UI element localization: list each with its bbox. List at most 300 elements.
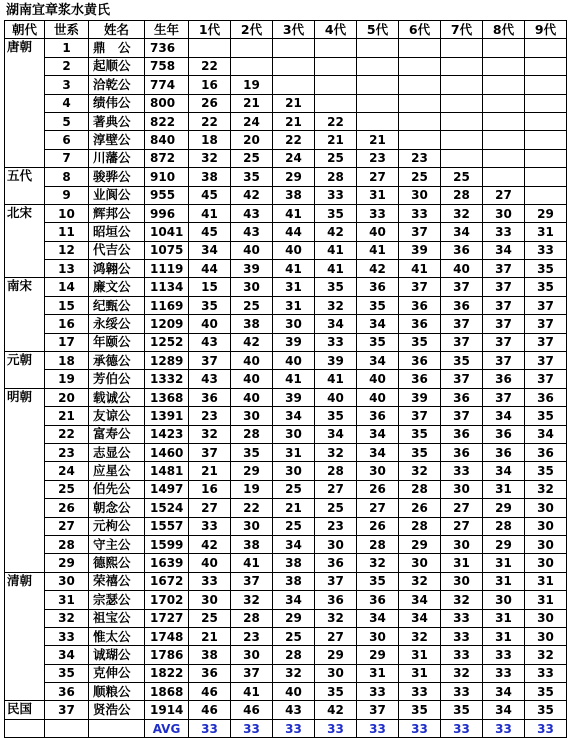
birth-year-cell: 1252	[145, 333, 189, 351]
gen-interval-cell	[483, 112, 525, 130]
gen-interval-cell	[441, 94, 483, 112]
table-row	[5, 223, 567, 241]
gen-interval-cell: 36	[483, 443, 525, 461]
gen-interval-cell	[315, 76, 357, 94]
generation-cell: 11	[45, 223, 89, 241]
gen-interval-cell: 21	[315, 131, 357, 149]
gen-interval-cell: 41	[315, 370, 357, 388]
gen-interval-cell: 35	[525, 701, 567, 719]
person-name-cell: 昭垣公	[89, 223, 145, 241]
gen-interval-cell: 44	[273, 223, 315, 241]
person-name-cell: 鼎 公	[89, 39, 145, 57]
gen-interval-cell	[399, 39, 441, 57]
table-row	[5, 94, 567, 112]
gen-interval-cell: 16	[189, 480, 231, 498]
gen-interval-cell	[483, 131, 525, 149]
generation-cell: 22	[45, 425, 89, 443]
table-row	[5, 609, 567, 627]
generation-cell: 19	[45, 370, 89, 388]
gen-interval-cell: 42	[315, 701, 357, 719]
empty-cell	[89, 719, 145, 737]
gen-interval-cell	[525, 186, 567, 204]
birth-year-cell: 955	[145, 186, 189, 204]
empty-cell	[5, 719, 45, 737]
gen-interval-cell	[399, 57, 441, 75]
person-name-cell: 辉邦公	[89, 204, 145, 222]
birth-year-cell: 1460	[145, 443, 189, 461]
generation-cell: 29	[45, 554, 89, 572]
gen-interval-cell: 32	[231, 591, 273, 609]
table-row	[5, 646, 567, 664]
generation-cell: 30	[45, 572, 89, 590]
gen-interval-cell: 31	[483, 554, 525, 572]
person-name-cell: 绩伟公	[89, 94, 145, 112]
gen-interval-cell: 22	[231, 499, 273, 517]
table-row	[5, 352, 567, 370]
gen-interval-cell: 19	[231, 480, 273, 498]
header-cell: 5代	[357, 21, 399, 39]
gen-interval-cell: 39	[231, 260, 273, 278]
table-row	[5, 554, 567, 572]
generation-cell: 15	[45, 296, 89, 314]
header-cell: 姓名	[89, 21, 145, 39]
header-cell: 朝代	[5, 21, 45, 39]
gen-interval-cell: 40	[357, 370, 399, 388]
gen-interval-cell: 37	[483, 315, 525, 333]
gen-interval-cell: 22	[315, 112, 357, 130]
gen-interval-cell: 33	[315, 333, 357, 351]
generation-cell: 23	[45, 443, 89, 461]
gen-interval-cell: 25	[231, 296, 273, 314]
gen-interval-cell	[441, 112, 483, 130]
generation-cell: 31	[45, 591, 89, 609]
gen-interval-cell: 31	[483, 609, 525, 627]
gen-interval-cell: 23	[189, 407, 231, 425]
gen-interval-cell	[399, 94, 441, 112]
gen-interval-cell: 43	[231, 223, 273, 241]
gen-interval-cell	[525, 168, 567, 186]
gen-interval-cell: 27	[441, 517, 483, 535]
gen-interval-cell: 40	[189, 315, 231, 333]
gen-interval-cell: 34	[483, 241, 525, 259]
gen-interval-cell: 31	[525, 591, 567, 609]
table-row	[5, 296, 567, 314]
gen-interval-cell: 36	[189, 664, 231, 682]
birth-year-cell: 1868	[145, 683, 189, 701]
gen-interval-cell: 38	[189, 646, 231, 664]
gen-interval-cell: 30	[189, 591, 231, 609]
gen-interval-cell: 36	[525, 388, 567, 406]
generation-cell: 24	[45, 462, 89, 480]
generation-cell: 1	[45, 39, 89, 57]
gen-interval-cell: 39	[273, 333, 315, 351]
gen-interval-cell: 33	[357, 204, 399, 222]
gen-interval-cell: 37	[441, 333, 483, 351]
person-name-cell: 志显公	[89, 443, 145, 461]
generation-cell: 10	[45, 204, 89, 222]
gen-interval-cell: 29	[273, 168, 315, 186]
person-name-cell: 鸿翱公	[89, 260, 145, 278]
generation-cell: 2	[45, 57, 89, 75]
generation-cell: 5	[45, 112, 89, 130]
birth-year-cell: 1209	[145, 315, 189, 333]
gen-interval-cell: 34	[357, 315, 399, 333]
gen-interval-cell: 21	[273, 499, 315, 517]
average-value-cell: 33	[357, 719, 399, 737]
header-cell: 1代	[189, 21, 231, 39]
gen-interval-cell: 36	[441, 241, 483, 259]
gen-interval-cell: 37	[399, 223, 441, 241]
gen-interval-cell: 35	[399, 333, 441, 351]
gen-interval-cell: 31	[525, 223, 567, 241]
gen-interval-cell: 40	[315, 388, 357, 406]
birth-year-cell: 1599	[145, 535, 189, 553]
generation-cell: 8	[45, 168, 89, 186]
gen-interval-cell: 41	[315, 241, 357, 259]
gen-interval-cell: 31	[273, 278, 315, 296]
gen-interval-cell: 32	[525, 646, 567, 664]
gen-interval-cell	[483, 168, 525, 186]
gen-interval-cell: 36	[399, 296, 441, 314]
gen-interval-cell: 30	[231, 646, 273, 664]
person-name-cell: 友谅公	[89, 407, 145, 425]
gen-interval-cell: 23	[399, 149, 441, 167]
birth-year-cell: 910	[145, 168, 189, 186]
gen-interval-cell: 34	[357, 443, 399, 461]
gen-interval-cell: 30	[525, 627, 567, 645]
gen-interval-cell: 31	[399, 646, 441, 664]
gen-interval-cell: 22	[189, 112, 231, 130]
gen-interval-cell: 30	[483, 204, 525, 222]
gen-interval-cell: 29	[231, 462, 273, 480]
gen-interval-cell: 35	[399, 425, 441, 443]
gen-interval-cell: 29	[357, 646, 399, 664]
person-name-cell: 起顺公	[89, 57, 145, 75]
table-row	[5, 76, 567, 94]
gen-interval-cell: 30	[399, 186, 441, 204]
gen-interval-cell: 33	[399, 683, 441, 701]
gen-interval-cell: 35	[315, 278, 357, 296]
gen-interval-cell: 38	[273, 572, 315, 590]
gen-interval-cell: 38	[189, 168, 231, 186]
gen-interval-cell: 45	[189, 186, 231, 204]
generation-cell: 34	[45, 646, 89, 664]
gen-interval-cell	[525, 112, 567, 130]
gen-interval-cell	[525, 149, 567, 167]
gen-interval-cell: 31	[483, 572, 525, 590]
gen-interval-cell: 28	[399, 517, 441, 535]
gen-interval-cell: 41	[273, 260, 315, 278]
gen-interval-cell: 30	[273, 315, 315, 333]
gen-interval-cell: 36	[441, 443, 483, 461]
gen-interval-cell: 32	[399, 627, 441, 645]
gen-interval-cell: 33	[189, 517, 231, 535]
person-name-cell: 承德公	[89, 352, 145, 370]
gen-interval-cell: 32	[399, 572, 441, 590]
average-value-cell: 33	[399, 719, 441, 737]
gen-interval-cell	[525, 94, 567, 112]
person-name-cell: 元枸公	[89, 517, 145, 535]
gen-interval-cell: 35	[231, 168, 273, 186]
gen-interval-cell: 41	[399, 260, 441, 278]
table-row	[5, 388, 567, 406]
gen-interval-cell: 27	[483, 186, 525, 204]
header-cell: 生年	[145, 21, 189, 39]
gen-interval-cell: 30	[441, 535, 483, 553]
person-name-cell: 克伸公	[89, 664, 145, 682]
gen-interval-cell: 37	[525, 296, 567, 314]
average-row	[5, 719, 567, 737]
gen-interval-cell: 27	[441, 499, 483, 517]
gen-interval-cell: 30	[315, 535, 357, 553]
gen-interval-cell: 33	[525, 664, 567, 682]
person-name-cell: 应星公	[89, 462, 145, 480]
gen-interval-cell: 35	[525, 462, 567, 480]
birth-year-cell: 840	[145, 131, 189, 149]
gen-interval-cell: 34	[483, 462, 525, 480]
person-name-cell: 淳壁公	[89, 131, 145, 149]
table-row	[5, 149, 567, 167]
dynasty-cell: 民国	[5, 701, 45, 719]
person-name-cell: 贤浩公	[89, 701, 145, 719]
table-row	[5, 278, 567, 296]
gen-interval-cell: 42	[357, 260, 399, 278]
gen-interval-cell: 33	[441, 462, 483, 480]
gen-interval-cell: 43	[189, 333, 231, 351]
gen-interval-cell: 32	[441, 591, 483, 609]
gen-interval-cell: 36	[399, 352, 441, 370]
gen-interval-cell: 34	[357, 352, 399, 370]
person-name-cell: 代吉公	[89, 241, 145, 259]
birth-year-cell: 1332	[145, 370, 189, 388]
header-cell: 2代	[231, 21, 273, 39]
gen-interval-cell: 25	[441, 168, 483, 186]
gen-interval-cell: 46	[231, 701, 273, 719]
gen-interval-cell	[483, 57, 525, 75]
gen-interval-cell	[273, 57, 315, 75]
generation-cell: 18	[45, 352, 89, 370]
person-name-cell: 富寿公	[89, 425, 145, 443]
birth-year-cell: 1391	[145, 407, 189, 425]
table-row	[5, 260, 567, 278]
gen-interval-cell: 33	[483, 646, 525, 664]
birth-year-cell: 1786	[145, 646, 189, 664]
gen-interval-cell: 35	[525, 278, 567, 296]
gen-interval-cell: 36	[483, 425, 525, 443]
table-row	[5, 168, 567, 186]
birth-year-cell: 1727	[145, 609, 189, 627]
gen-interval-cell: 31	[273, 296, 315, 314]
gen-interval-cell: 37	[483, 333, 525, 351]
gen-interval-cell	[231, 57, 273, 75]
gen-interval-cell: 30	[231, 407, 273, 425]
gen-interval-cell: 30	[525, 535, 567, 553]
birth-year-cell: 1119	[145, 260, 189, 278]
gen-interval-cell: 36	[483, 370, 525, 388]
gen-interval-cell: 30	[441, 572, 483, 590]
gen-interval-cell: 31	[483, 627, 525, 645]
gen-interval-cell: 39	[315, 352, 357, 370]
gen-interval-cell	[441, 57, 483, 75]
gen-interval-cell: 33	[399, 204, 441, 222]
gen-interval-cell	[273, 39, 315, 57]
gen-interval-cell: 37	[315, 572, 357, 590]
gen-interval-cell	[483, 149, 525, 167]
generation-cell: 20	[45, 388, 89, 406]
birth-year-cell: 1134	[145, 278, 189, 296]
table-row	[5, 425, 567, 443]
person-name-cell: 德熙公	[89, 554, 145, 572]
gen-interval-cell: 31	[525, 572, 567, 590]
header-cell: 世系	[45, 21, 89, 39]
birth-year-cell: 1557	[145, 517, 189, 535]
gen-interval-cell	[357, 57, 399, 75]
gen-interval-cell: 30	[525, 554, 567, 572]
generation-cell: 35	[45, 664, 89, 682]
gen-interval-cell: 30	[357, 462, 399, 480]
gen-interval-cell: 33	[441, 683, 483, 701]
gen-interval-cell: 35	[399, 701, 441, 719]
gen-interval-cell: 39	[399, 388, 441, 406]
gen-interval-cell: 42	[231, 333, 273, 351]
average-value-cell: 33	[273, 719, 315, 737]
gen-interval-cell: 31	[357, 186, 399, 204]
gen-interval-cell: 25	[399, 168, 441, 186]
gen-interval-cell: 36	[399, 370, 441, 388]
table-row	[5, 407, 567, 425]
gen-interval-cell: 23	[231, 627, 273, 645]
gen-interval-cell: 33	[441, 609, 483, 627]
gen-interval-cell: 30	[441, 480, 483, 498]
gen-interval-cell	[441, 131, 483, 149]
gen-interval-cell: 37	[525, 352, 567, 370]
gen-interval-cell: 40	[273, 683, 315, 701]
gen-interval-cell: 36	[315, 591, 357, 609]
gen-interval-cell: 35	[189, 296, 231, 314]
gen-interval-cell: 27	[357, 168, 399, 186]
gen-interval-cell: 21	[273, 112, 315, 130]
gen-interval-cell: 28	[273, 646, 315, 664]
gen-interval-cell: 40	[357, 223, 399, 241]
gen-interval-cell: 16	[189, 76, 231, 94]
table-row	[5, 517, 567, 535]
birth-year-cell: 1702	[145, 591, 189, 609]
gen-interval-cell: 30	[231, 517, 273, 535]
gen-interval-cell: 42	[231, 186, 273, 204]
header-row	[5, 21, 567, 39]
gen-interval-cell: 28	[231, 609, 273, 627]
birth-year-cell: 800	[145, 94, 189, 112]
birth-year-cell: 736	[145, 39, 189, 57]
genealogy-table	[4, 20, 567, 738]
gen-interval-cell: 44	[189, 260, 231, 278]
gen-interval-cell	[525, 57, 567, 75]
gen-interval-cell: 40	[441, 260, 483, 278]
table-row	[5, 370, 567, 388]
gen-interval-cell: 36	[525, 443, 567, 461]
table-row	[5, 664, 567, 682]
gen-interval-cell: 35	[357, 333, 399, 351]
gen-interval-cell: 28	[357, 535, 399, 553]
gen-interval-cell: 37	[483, 388, 525, 406]
table-row	[5, 131, 567, 149]
person-name-cell: 业阆公	[89, 186, 145, 204]
gen-interval-cell	[315, 94, 357, 112]
gen-interval-cell: 40	[189, 554, 231, 572]
person-name-cell: 诚瑚公	[89, 646, 145, 664]
gen-interval-cell	[273, 76, 315, 94]
gen-interval-cell: 26	[399, 499, 441, 517]
gen-interval-cell: 38	[231, 535, 273, 553]
table-row	[5, 627, 567, 645]
gen-interval-cell: 35	[357, 572, 399, 590]
birth-year-cell: 822	[145, 112, 189, 130]
gen-interval-cell: 28	[231, 425, 273, 443]
gen-interval-cell: 36	[441, 425, 483, 443]
gen-interval-cell: 28	[315, 168, 357, 186]
gen-interval-cell: 41	[231, 683, 273, 701]
dynasty-cell: 元朝	[5, 352, 45, 389]
person-name-cell: 永绥公	[89, 315, 145, 333]
gen-interval-cell: 21	[189, 462, 231, 480]
gen-interval-cell: 32	[189, 425, 231, 443]
gen-interval-cell: 25	[273, 480, 315, 498]
gen-interval-cell: 26	[357, 480, 399, 498]
gen-interval-cell	[357, 94, 399, 112]
gen-interval-cell: 34	[483, 701, 525, 719]
generation-cell: 33	[45, 627, 89, 645]
gen-interval-cell: 30	[315, 664, 357, 682]
gen-interval-cell: 35	[525, 683, 567, 701]
gen-interval-cell: 35	[399, 443, 441, 461]
person-name-cell: 纪甄公	[89, 296, 145, 314]
gen-interval-cell: 37	[483, 296, 525, 314]
gen-interval-cell: 33	[525, 241, 567, 259]
dynasty-cell: 五代	[5, 168, 45, 205]
person-name-cell: 宗瑟公	[89, 591, 145, 609]
gen-interval-cell	[525, 76, 567, 94]
birth-year-cell: 1822	[145, 664, 189, 682]
gen-interval-cell: 37	[189, 352, 231, 370]
gen-interval-cell: 37	[441, 407, 483, 425]
gen-interval-cell: 37	[525, 315, 567, 333]
gen-interval-cell: 40	[231, 241, 273, 259]
gen-interval-cell: 29	[483, 535, 525, 553]
gen-interval-cell: 42	[315, 223, 357, 241]
gen-interval-cell: 21	[357, 131, 399, 149]
gen-interval-cell: 19	[231, 76, 273, 94]
gen-interval-cell: 34	[357, 425, 399, 443]
dynasty-cell: 明朝	[5, 388, 45, 572]
gen-interval-cell: 41	[357, 241, 399, 259]
gen-interval-cell: 18	[189, 131, 231, 149]
person-name-cell: 荣禧公	[89, 572, 145, 590]
gen-interval-cell: 37	[483, 278, 525, 296]
gen-interval-cell: 34	[399, 591, 441, 609]
gen-interval-cell: 34	[483, 683, 525, 701]
gen-interval-cell	[525, 131, 567, 149]
gen-interval-cell: 29	[315, 646, 357, 664]
gen-interval-cell: 37	[441, 278, 483, 296]
gen-interval-cell: 31	[483, 480, 525, 498]
gen-interval-cell: 25	[273, 627, 315, 645]
gen-interval-cell: 37	[231, 572, 273, 590]
gen-interval-cell: 28	[399, 480, 441, 498]
gen-interval-cell: 37	[525, 333, 567, 351]
gen-interval-cell: 32	[441, 204, 483, 222]
table-row	[5, 462, 567, 480]
gen-interval-cell	[441, 39, 483, 57]
